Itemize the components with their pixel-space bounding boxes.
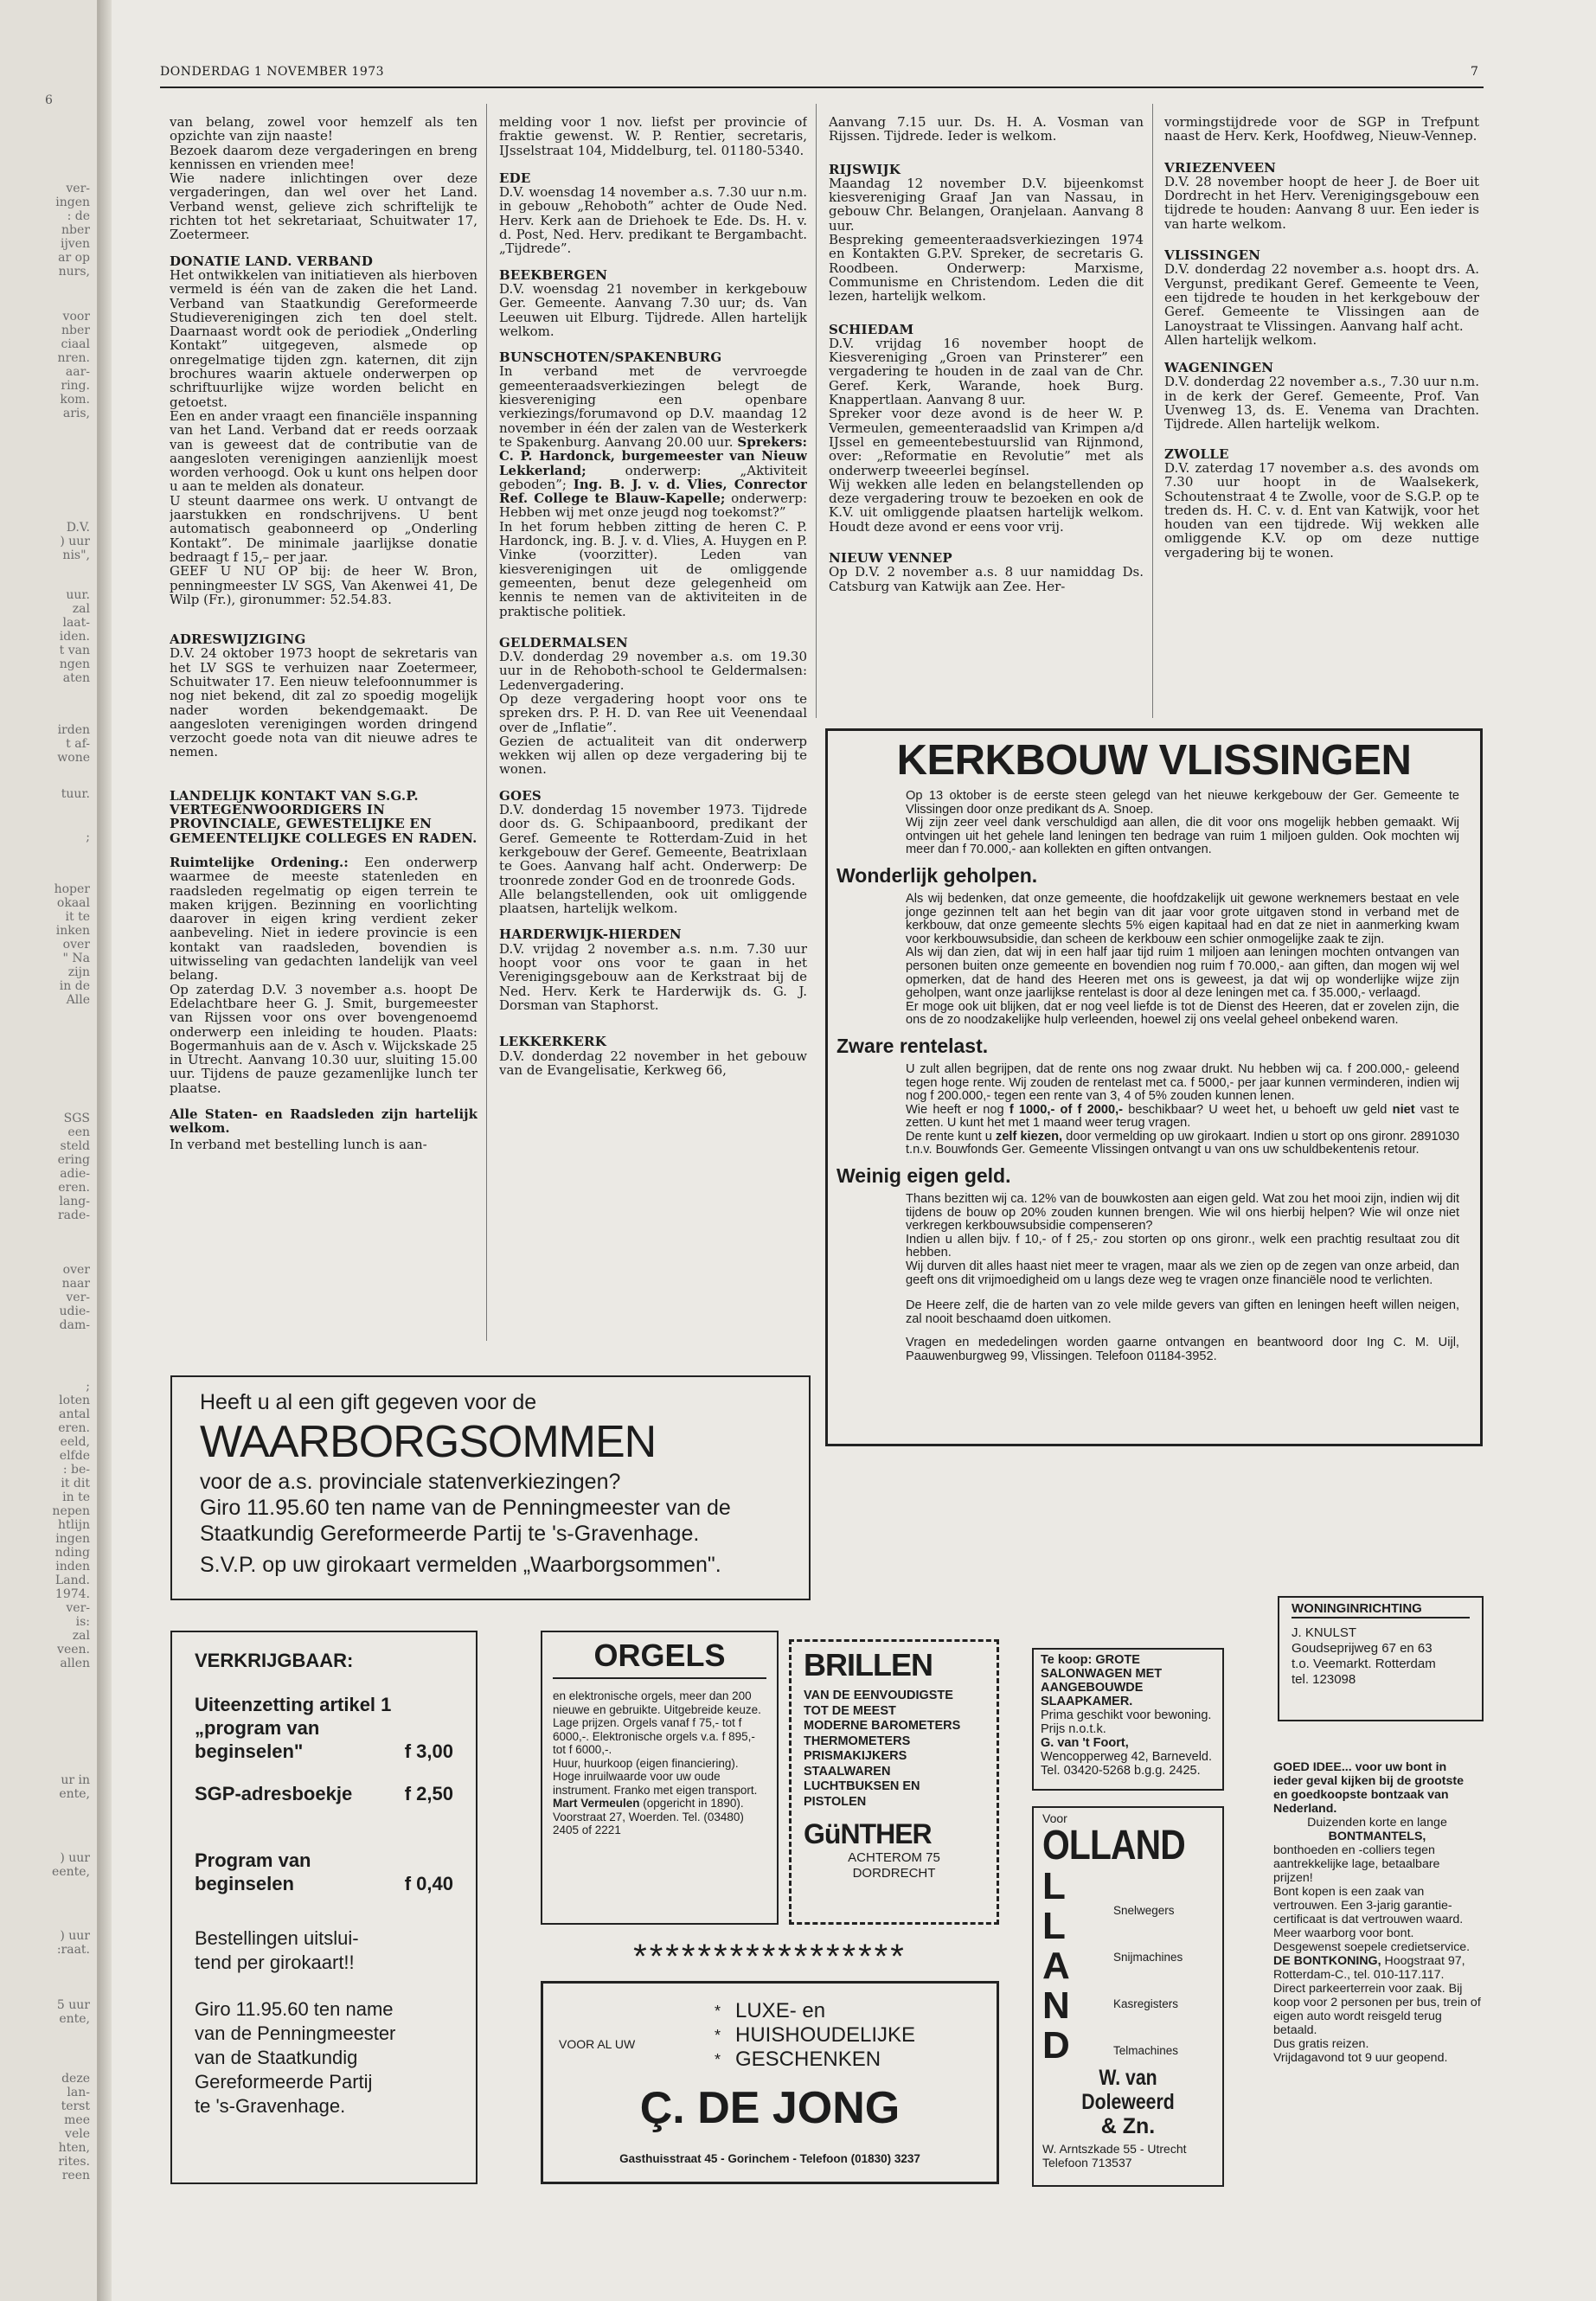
ad-title: VERKRIJGBAAR: [195,1650,354,1671]
header-page-number: 7 [1471,65,1479,79]
ad-item: MODERNE BAROMETERS [804,1719,961,1733]
header-rule [160,87,1484,88]
brillen-ad [789,1639,999,1925]
article-text: Het ontwikkelen van initiatieven als hierboven vermeld is één van de zaken die het Land. Verband van Staatkundig Gereformeerde Studieverenigingen zich ten doel stelt. Daarnaast wordt ook de periodiek „Onderling Kontakt” uitgegeven, alsmede op onregelmatige tijden zgn. katernen, dit zijn brochures waarin aktuele onderwerpen op schriftuurlijke wijze worden belicht en getoetst. Een en ander vraagt een financiële inspanning van het Land. Verband dat er reeds oorzaak van is geweest dat de contributie van de aangesloten verenigingen aanzienlijk moest worden verhoogd. Ook u kunt ons helpen door u aan te melden als donateur. U steunt daarmee ons werk. U ontvangt de jaarstukken en rondschrijvens. U bent automatisch geabonneerd op „Onderling Kontakt”. De minimale jaarlijkse donatie bedraagt f 15,– per jaar. GEEF U NU OP bij: de heer W. Bron, penningmeester LV SGS, Van Akenwei 41, De Wilp (Fr.), gironummer: 52.54.83. [170,266,478,607]
previous-page-number: 6 [45,93,53,107]
notice-text: door vermelding op uw girokaart. Indien u stort op ons gironr. 2891030 t.n.v. Bouwfonds Ger. Gemeente Vlissingen ontvangt u van ons uw schuldbekentenis retour. [906,1129,1459,1157]
section-heading: WAGENINGEN [1164,360,1274,376]
subheading: Alle Staten- en Raadsleden zijn hartelijk welkom. [170,1106,478,1137]
kerkbouw-vlissingen-notice [825,728,1483,1446]
ad-text: Prima geschikt voor bewoning. Prijs n.o.t.k. [1041,1708,1212,1736]
ad-letter: A [1042,1945,1070,1987]
speaker-name: Sprekers: C. P. Hardonck, burgemeester van Nieuw Lekkerland; [499,433,807,478]
notice-text: Als wij bedenken, dat onze gemeente, die hoofdzakelijk uit gewone werknemers bestaat en vele jonge gezinnen telt aan het begin van dit jaar voor grote uitgaven stond in verband met de kerkbouw, dat onze gemeente slechts 5% eigen kapitaal had en dat ze niet in aanmerking kwam voor kerkbouwsubsidie, dan scheen de kerkbouw een schier onmogelijke zaak te zijn. Als wij dan zien, dat wij in een half jaar tijd ruim 1 miljoen aan leningen mochten ontvangen van personen buiten onze gemeente en bovendien nog ruim f 70.000,- aan giften, dan mogen wij wel opmerken, dat de hand des Heeren met ons is geweest, ja dat wij op wonderlijke wijze zijn geholpen, want onze jaarlijkse rentelast is door al deze leningen met ca. f 35.000,- verlaagd. Er moge ook uit blijken, dat er nog veel liefde is tot de Dienst des Heeren, dat er zovelen zijn, die ons de zo noodzakelijke hulp verleenden, hoewel zij ons veelal geheel onbekend waren. [906,891,1459,1028]
column-2 [499,115,807,1343]
ad-address: DORDRECHT [852,1866,936,1881]
ad-letter: N [1042,1984,1070,2027]
article-text: Maandag 12 november D.V. bijeenkomst kiesvereniging Graaf Jan van Nassau, in gebouw Chr. Belangen, Oranjelaan. Aanvang 8 uur. Bespreking gemeenteraadsverkiezingen 1974 en Kontakten G.P.V. Spreker, de secretaris G. Roodbeen. Onderwerp: Marxisme, Communisme en Christendom. Leden die dit lezen, hartelijk welkom. [829,175,1144,304]
verkrijgbaar-ad [170,1631,478,2184]
ad-text: Voor [1042,1811,1067,1825]
ad-title: ORGELS [553,1638,766,1679]
notice-subheading: Wonderlijk geholpen. [836,863,1038,887]
ad-address: ACHTEROM 75 [848,1850,940,1865]
page-fold [99,0,112,2301]
ad-company-name: J. KNULST [1292,1625,1357,1640]
article-text: D.V. woensdag 21 november in kerkgebouw Ger. Gemeente. Aanvang 7.30 uur; ds. Van Leeuwen uit Elburg. Tijdrede. Allen hartelijk welkom. [499,280,807,339]
margin-fragment: ) uur eente, [52,1851,90,1879]
margin-fragment: D.V. ) uur nis", [60,521,90,562]
margin-fragment: tuur. [61,787,90,801]
ad-item: Kasregisters [1113,1997,1179,2010]
notice-text: Op 13 oktober is de eerste steen gelegd van het nieuwe kerkgebouw der Ger. Gemeente te Vlissingen door onze predikant ds A. Snoep. Wij zijn zeer veel dank verschuldigd aan allen, die dit voor ons mogelijk hebben gemaakt. Wij ontvingen uit het gehele land leningen ten bedrage van ruim 1 miljoen gulden. Ook mochten wij meer dan f 70.000,- aan kollekten en giften ontvangen. [906,789,1459,857]
waarborgsommen-ad [170,1375,811,1600]
article-text: D.V. vrijdag 16 november hoopt de Kiesvereniging „Groen van Prinsterer” een vergadering te houden in de zaal van de Chr. Geref. Kerk, Warande, hoek Burg. Knappertlaan. Aanvang 8 uur. Spreker voor deze avond is de heer W. P. Vermeulen, gemeenteraadslid van Krimpen a/d IJssel en gemeentebestuurslid van Rijnmond, over: „Reformatie en Revolutie” met als onderwerp tweeerlei begínsel. Wij wekken alle leden en belangstellenden op deze vergadering trouw te bezoeken en ook de K.V. uit omliggende plaatsen hartelijk welkom. Houdt deze avond er eens voor vrij. [829,335,1144,535]
ad-company-name: & Zn. [1100,2114,1156,2138]
ad-item: PRISMAKIJKERS [804,1749,907,1763]
margin-fragment: deze lan- terst mee vele hten, rites. reen [58,2072,90,2182]
ad-address: Gasthuisstraat 45 - Gorinchem - Telefoon (01830) 3237 [619,2152,920,2165]
ad-text: Heeft u al een gift gegeven voor de [200,1390,537,1414]
ad-title: WAARBORGSOMMEN [200,1417,657,1467]
article-text: In verband met bestelling lunch is aan- [170,1136,427,1152]
margin-fragment: voor nber ciaal nren. aar- ring. kom. aris, [57,310,90,420]
section-heading: VRIEZENVEEN [1164,159,1277,176]
ad-item: GESCHENKEN [735,2048,881,2071]
ad-text: van de Penningmeester [195,2022,396,2044]
section-heading: BUNSCHOTEN/SPAKENBURG [499,349,722,366]
notice-emphasis: zelf kiezen, [996,1129,1063,1144]
section-heading: EDE [499,170,531,186]
article-text: D.V. donderdag 29 november a.s. om 19.30 uur in de Rehoboth-school te Geldermalsen: Ledenvergadering. Op deze vergadering hoopt voor ons te spreken drs. P. H. D. van Ree uit Veenendaal over de „Inflatie”. Gezien de actualiteit van dit onderwerp wekken wij allen op deze vergadering bij te wonen. [499,649,807,778]
header-date: DONDERDAG 1 NOVEMBER 1973 [160,65,385,79]
woninginrichting-ad [1278,1596,1484,1721]
article-text: D.V. zaterdag 17 november a.s. des avonds om 7.30 uur hoopt in de Waalsekerk, Schoutenstraat 4 te Zwolle, voor de S.G.P. op te treden ds. H. C. v. d. Ent van Katwijk, voor het houden van een tijdrede. Wij wekken alle omliggende K.V. op om deze nuttige vergadering bij te wonen. [1164,459,1479,561]
ad-address: t.o. Veemarkt. Rotterdam [1292,1657,1436,1671]
ad-text: S.V.P. op uw girokaart vermelden „Waarborgsommen". [200,1553,721,1577]
ad-company-name: W. van Doleweerd [1081,2066,1175,2114]
section-heading: ZWOLLE [1164,445,1229,462]
article-text: D.V. vrijdag 2 november a.s. n.m. 7.30 uur hoopt voor ons voor te gaan in het Verenigingsgebouw aan de Kerkstraat bij de Ned. Herv. Kerk te Harderwijk ds. G. J. Dorsman van Staphorst. [499,940,807,1013]
subheading: Ruimtelijke Ordening.: [170,854,349,870]
ad-item: beginselen [195,1873,294,1894]
article-text: Aanvang 7.15 uur. Ds. H. A. Vosman van Rijssen. Tijdrede. Ieder is welkom. [829,115,1144,144]
ad-company-name: GüNTHER [804,1818,932,1849]
ad-item: THERMOMETERS [804,1734,911,1748]
de-jong-ad: LUXE- en HUISHOUDELIJKE GESCHENKEN * * * VOOR AL UW Ç. DE JONG Gasthuisstraat 45 - Gorinchem - Telefoon (01830) 3237 [541,1981,999,2184]
ad-text: bonthoeden en -colliers tegen aantrekkelijke lage, betaalbare prijzen! Bont kopen is een zaak van vertrouwen. Een 3-jarig garantie-certificaat is dat vertrouwen waard. Meer waarborg voor bont. Desgewenst soepele credietservice. [1273,1843,1471,1954]
section-heading: GELDERMALSEN [499,634,628,651]
article-text: onderwerp: „Aktiviteit geboden”; [499,462,807,492]
ad-letter: L [1042,1865,1066,1907]
ad-address: W. Arntszkade 55 - Utrecht [1042,2142,1187,2156]
ad-text: Bestellingen uitslui- [195,1927,359,1949]
margin-fragment: SGS een steld ering adie- eren. lang- rade- [57,1112,90,1222]
ad-item: beginselen" [195,1740,304,1762]
article-text: melding voor 1 nov. liefst per provincie of fraktie gewenst. W. P. Rentier, secretaris, IJsselstraat 104, Middelburg, tel. 01180-5340. [499,115,807,158]
section-heading: SCHIEDAM [829,321,914,337]
ad-item: LUCHTBUKSEN EN [804,1779,920,1793]
article-text: D.V. donderdag 22 november a.s. hoopt drs. A. Vergunst, predikant Geref. Gemeente te Veen, een tijdrede te houden in het kerkgebouw der Geref. Gemeente te Vlissingen aan de Lanoystraat te Vlissingen. Aanvang half acht. Allen hartelijk welkom. [1164,261,1479,348]
notice-text: Wie heeft er nog [906,1102,1010,1117]
notice-text: beschikbaar? U weet het, u behoeft uw geld [1123,1102,1393,1117]
margin-fragment: ; loten antal eren. eeld, elfde : be- it dit in te nepen htlijn ingen nding inden Land. 1974. ver- is: zal veen. allen [52,1380,90,1670]
ad-title: OLLAND [1042,1823,1185,1868]
article-text: D.V. 24 oktober 1973 hoopt de sekretaris van het LV SGS te verhuizen naar Zoetermeer, Schuitwater 17. Een nieuw telefoonnummer is nog niet bekend, dit zal zo spoedig mogelijk nader worden bekendgemaakt. De aangesloten verenigingen worden dringend verzocht goede nota van dit nieuwe adres te nemen. [170,645,478,760]
article-text: Een onderwerp waarmee de meeste statenleden en raadsleden regelmatig op eigen terrein te maken krijgen. Bezinning en voorlichting daarover in eigen kring verdient zeker aanbeveling. Niet in iedere provincie is een kontakt van raadsleden, bovendien is uitwisseling van gedachten landelijk van veel belang. Op zaterdag D.V. 3 november a.s. hoopt De Edelachtbare heer G. J. Smit, burgemeester van Rijssen voor ons over bovengenoemd onderwerp een inleiding te houden. Plaats: Bogermanhuis aan de v. Asch v. Wijckskade 25 in Utrecht. Aanvang 10.30 uur, sluiting 15.00 uur. Tijdens de pauze gezamenlijke lunch ter plaatse. [170,854,478,1096]
notice-text: vast te zetten. U kunt het met 1 maand weer terug vragen. De rente kunt u [906,1102,1460,1144]
column-1 [170,115,478,1343]
article-text: vormingstijdrede voor de SGP in Trefpunt naast de Herv. Kerk, Hoofdweg, Nieuw-Vennep. [1164,115,1479,144]
ad-text: VOOR AL UW [559,2037,636,2051]
ad-title: WONINGINRICHTING [1292,1601,1470,1618]
margin-fragment: ; [86,830,90,844]
article-text: In verband met de vervroegde gemeenteraadsverkiezingen belegt de kiesvereniging een openbare verkiezings/forumavond op D.V. maandag 12 november in één der zalen van de Westerkerk te Spakenburg. Aanvang 20.00 uur. [499,363,807,450]
ad-text: (opgericht in 1890). Voorstraat 27, Woerden. Tel. (03480) 2405 of 2221 [553,1797,744,1836]
column-4 [1164,115,1479,721]
section-heading: HARDERWIJK-HIERDEN [499,926,682,943]
ad-item: Uiteenzetting artikel 1 [195,1694,392,1715]
orgels-ad [541,1631,779,1925]
ad-item: SGP-adresboekje [195,1783,353,1804]
ad-letter: D [1042,2024,1070,2067]
ad-item: STAALWAREN [804,1764,891,1779]
ad-item: TOT DE MEEST [804,1703,896,1718]
notice-text: Vragen en mededelingen worden gaarne ontvangen en beantwoord door Ing C. M. Uijl, Paauwenburgweg 99, Vlissingen. Telefoon 01184-3952. [906,1336,1459,1363]
ad-text: Duizenden korte en lange [1307,1816,1447,1830]
section-heading: BEEKBERGEN [499,266,608,283]
speaker-name: Ing. B. J. v. d. Vlies, Conrector Ref. College te Blauw-Kapelle; [499,476,807,507]
ad-item: Program van [195,1849,311,1871]
column-divider [486,104,487,1341]
margin-fragment: 5 uur ente, [56,1998,90,2026]
ad-item: LUXE- en [735,1999,826,2022]
margin-fragment: ) uur :raat. [56,1929,90,1957]
ad-item: VAN DE EENVOUDIGSTE [804,1689,953,1702]
ad-item: Snelwegers [1113,1904,1175,1917]
margin-fragment: irden t af- wone [57,723,90,765]
ad-price: f 0,40 [404,1873,453,1894]
ad-text: tend per girokaart!! [195,1952,355,1973]
ad-title: GOED IDEE... voor uw bont in [1273,1760,1447,1774]
margin-fragment: ur in ente, [59,1773,90,1801]
section-heading: NIEUW VENNEP [829,550,952,567]
ad-address: Wencopperweg 42, Barneveld. [1041,1750,1213,1764]
ad-letter: L [1042,1905,1066,1947]
notice-subheading: Zware rentelast. [836,1034,989,1057]
notice-title: KERKBOUW VLISSINGEN [896,737,1412,784]
ad-text: Giro 11.95.60 ten name [195,1998,394,2020]
olland-ad [1032,1806,1224,2187]
section-heading: ADRESWIJZIGING [170,631,306,648]
ad-text: BONTMANTELS, [1328,1830,1426,1843]
ad-text: voor de a.s. provinciale statenverkiezingen? [200,1470,621,1494]
notice-text: De Heere zelf, die de harten van zo vele milde gevers van giften en leningen heeft willen neigen, zal nooit beschaamd doen uitkomen. [906,1298,1459,1326]
article-text: D.V. donderdag 22 november a.s., 7.30 uur n.m. in de kerk der Geref. Gemeente, Prof. Van Uvenweg 13, ds. E. Venema van Drachten. Tijdrede. Allen hartelijk welkom. [1164,374,1479,433]
column-3 [829,115,1144,721]
ad-phone: Tel. 03420-5268 b.g.g. 2425. [1041,1764,1201,1778]
ad-item: Telmachines [1113,2044,1179,2057]
ad-company-name: Mart Vermeulen [553,1797,640,1810]
ad-text: te 's-Gravenhage. [195,2095,346,2117]
ad-title: ieder geval kijken bij de grootste en goedkoopste bontzaak van Nederland. [1273,1774,1464,1816]
margin-fragment: ver- ingen : de nber ijven ar op nurs, [55,182,90,279]
notice-text: Thans bezitten wij ca. 12% van de bouwkosten aan eigen geld. Wat zou het mooi zijn, indien wij dit tijdens de bouw op 20% zouden kunnen brengen. Wie wil ons hierbij helpen? Wie wil onze niet verkregen kerkbouwsubsidie compenseren? Indien u allen bijv. f 10,- of f 25,- zou storten op ons gironr., welk een prachtig resultaat zou dit hebben. Wij durven dit alles haast niet meer te vragen, maar als we zien op de zegen van onze arbeid, dan geeft ons dit vrijmoedigheid om u langs deze weg te vragen onze financiële nood te verlichten. [906,1192,1459,1287]
bontkoning-ad [1273,1760,1481,2184]
ad-price: f 2,50 [404,1783,453,1804]
section-heading: VLISSINGEN [1164,247,1261,264]
notice-emphasis: f 1000,- of f 2000,- [1009,1102,1124,1117]
ad-phone: tel. 123098 [1292,1672,1356,1687]
ad-text: Staatkundig Gereformeerde Partij te 's-Gravenhage. [200,1522,700,1546]
ad-text: van de Staatkundig [195,2047,358,2068]
ad-title: BRILLEN [804,1647,933,1682]
ad-company-name: G. van 't Foort, [1041,1736,1129,1750]
ad-text: en elektronische orgels, meer dan 200 nieuwe en gebruikte. Uitgebreide keuze. Lage prijzen. Orgels vanaf f 75,- tot f 6000,-. Elektronische orgels v.a. f 895,- tot f 6000,-. Huur, huurkoop (eigen financiering). Hoge inruilwaarde voor uw oude instrument. Franko met eigen transport. [553,1689,761,1797]
ad-company-name: DE BONTKONING, [1273,1954,1381,1968]
notice-subheading: Weinig eigen geld. [836,1164,1011,1188]
notice-text: U zult allen begrijpen, dat de rente ons nog zwaar drukt. Nu hebben wij ca. f 200.000,- geleend tegen hoge rente. Wij zouden de rentelast met ca. f 5000,- per jaar kunnen verminderen, indien wij nog f 200.000,- tegen een rente van 3, 4 of 5% zouden kunnen lenen. [906,1061,1459,1104]
article-text: D.V. 28 november hoopt de heer J. de Boer uit Dordrecht in het Herv. Verenigingsgebouw een tijdrede te houden: Aanvang 8 uur. Een ieder is van harte welkom. [1164,173,1479,232]
column-divider [816,104,817,718]
article-text: D.V. donderdag 15 november 1973. Tijdrede door ds. G. Schipaanboord, predikant der Geref. Gemeente te Rotterdam-Zuid in het kerkgebouw der Geref. Gemeente, Beatrixlaan te Goes. Aanvang half acht. Onderwerp: De troonrede zonder God en de troonrede Gods. Alle belangstellenden, ook uit omliggende plaatsen, hartelijk welkom. [499,802,807,917]
ad-address: Hoogstraat 97, Rotterdam-C., tel. 010-117.117. Direct parkeerterrein voor zaak. Bij koop voor 2 personen per bus, trein of eigen auto wordt reisgeld terug betaald. Dus gratis reizen. Vrijdagavond tot 9 uur geopend. [1273,1954,1481,2065]
column-divider [1152,104,1153,718]
notice-emphasis: niet [1392,1102,1415,1117]
ad-text: Giro 11.95.60 ten name van de Penningmeester van de [200,1496,731,1520]
ad-item: „program van [195,1717,320,1739]
ad-item: PISTOLEN [804,1794,867,1809]
article-text: D.V. woensdag 14 november a.s. 7.30 uur n.m. in gebouw „Rehoboth” achter de Oude Ned. Herv. Kerk aan de Driehoek te Ede. Ds. H. v. d. Post, Ned. Herv. predikant te Bergambacht. „Tijdrede”. [499,184,807,257]
article-text: onderwerp: Hebben wij met onze jeugd nog toekomst?” In het forum hebben zitting de heren C. P. Hardonck, ing. B. J. v. d. Vlies, A. Huygen en P. Vinke (voorzitter). Leden van kiesverenigingen uit de omliggende gemeenten, benut deze gelegenheid om kennis te nemen van de aktiviteiten in de praktische politiek. [499,490,807,619]
ad-title: Te koop: GROTE SALONWAGEN MET AANGEBOUWDE SLAAPKAMER. [1041,1653,1163,1708]
ad-phone: Telefoon 713537 [1042,2156,1132,2170]
ad-address: Goudseprijweg 67 en 63 [1292,1641,1433,1656]
section-heading: LANDELIJK KONTAKT VAN S.G.P. VERTEGENWOORDIGERS IN PROVINCIALE, GEWESTELIJKE EN GEMEENTELIJKE COLLEGES EN RADEN. [170,787,478,846]
margin-fragment: hoper okaal it te inken over " Na zijn in de Alle [54,882,90,1007]
section-heading: DONATIE LAND. VERBAND [170,253,374,269]
article-text: D.V. donderdag 22 november in het gebouw van de Evangelisatie, Kerkweg 66, [499,1048,807,1078]
margin-fragment: uur. zal laat- iden. t van ngen aten [59,588,90,685]
salonwagen-ad [1032,1648,1224,1791]
section-heading: RIJSWIJK [829,161,901,177]
article-text: Op D.V. 2 november a.s. 8 uur namiddag Ds. Catsburg van Katwijk aan Zee. Her- [829,564,1144,594]
ad-item: Snijmachines [1113,1951,1183,1964]
article-text: van belang, zowel voor hemzelf als ten opzichte van zijn naaste! Bezoek daarom deze vergaderingen en breng kennissen en vrienden mee! Wie nadere inlichtingen over deze vergaderingen, dan wel over het Land. Verband wenst, gelieve zich schriftelijk te richten tot het sekretariaat, Schuitwater 17, Zoetermeer. [170,115,478,243]
section-heading: GOES [499,787,542,804]
previous-page-margin [0,0,99,2301]
ad-company-name: Ç. DE JONG [639,2083,901,2133]
decorative-stars: ***************** [633,1938,907,1976]
ad-text: Gereformeerde Partij [195,2071,373,2093]
section-heading: LEKKERKERK [499,1034,606,1050]
margin-fragment: over naar ver- udie- dam- [59,1263,90,1332]
ad-item: HUISHOUDELIJKE [735,2023,916,2047]
ad-price: f 3,00 [404,1740,453,1762]
